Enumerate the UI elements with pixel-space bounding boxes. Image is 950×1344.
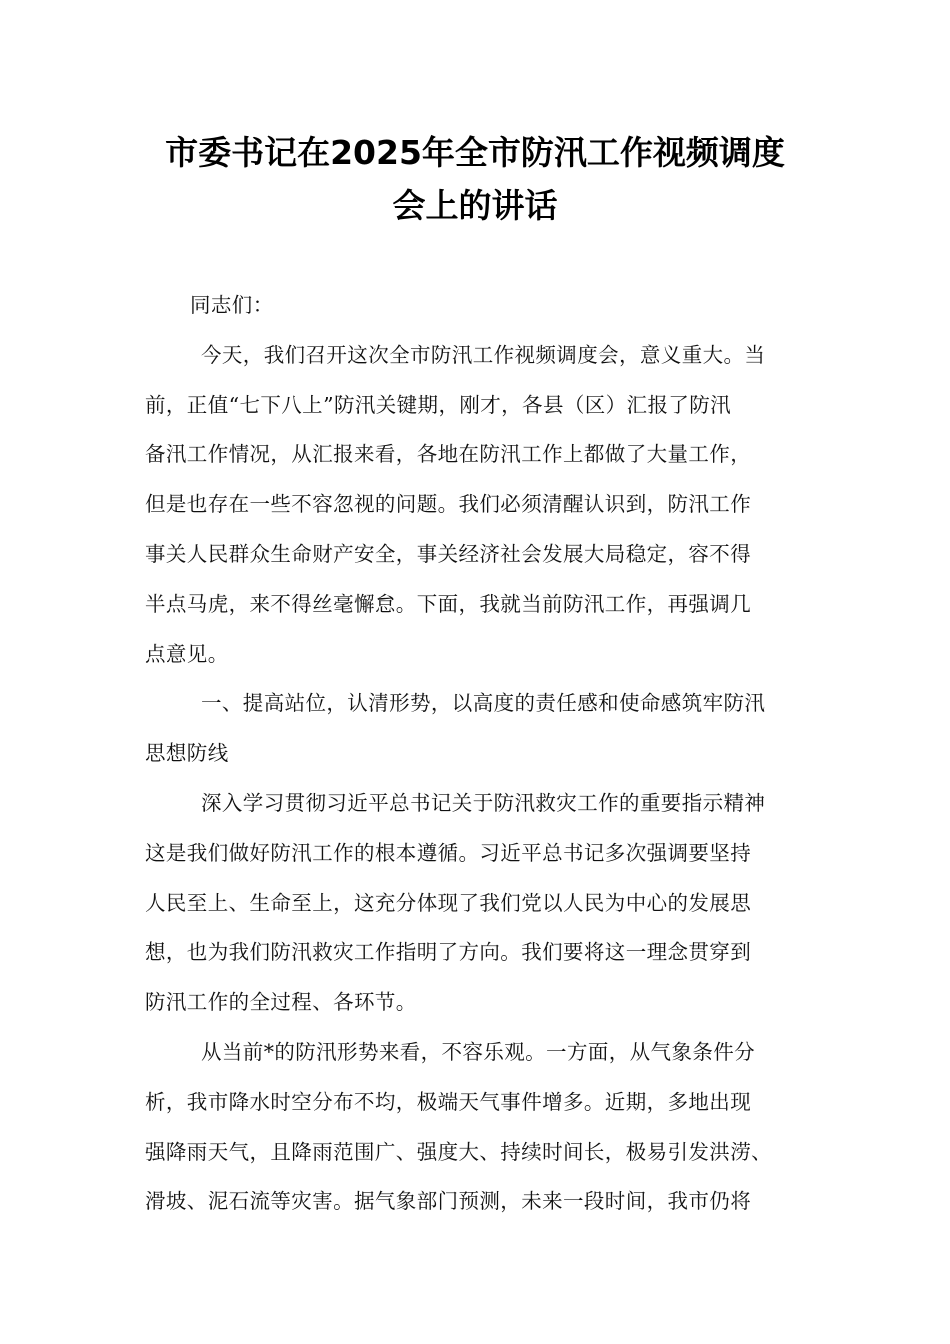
- paragraph-line: 这是我们做好防汛工作的根本遵循。习近平总书记多次强调要坚持: [145, 840, 752, 865]
- paragraph-line: 深入学习贯彻习近平总书记关于防汛救灾工作的重要指示精神: [201, 790, 766, 815]
- paragraph-line: 想，也为我们防汛救灾工作指明了方向。我们要将这一理念贯穿到: [145, 940, 752, 965]
- paragraph-line: 今天，我们召开这次全市防汛工作视频调度会，意义重大。当: [201, 342, 766, 367]
- paragraph-line: 滑坡、泥石流等灾害。据气象部门预测，未来一段时间，我市仍将: [145, 1189, 752, 1214]
- section-heading: 一、提高站位，认清形势，以高度的责任感和使命感筑牢防汛: [201, 691, 766, 716]
- document-title: [120, 126, 830, 232]
- paragraph-line: 析，我市降水时空分布不均，极端天气事件增多。近期，多地出现: [145, 1089, 752, 1114]
- salutation: 同志们：: [190, 293, 274, 317]
- paragraph-line: 强降雨天气，且降雨范围广、强度大、持续时间长，极易引发洪涝、: [145, 1139, 772, 1164]
- paragraph-line: 但是也存在一些不容忽视的问题。我们必须清醒认识到，防汛工作: [145, 492, 752, 517]
- paragraph-line: 备汛工作情况，从汇报来看，各地在防汛工作上都做了大量工作，: [145, 442, 752, 467]
- paragraph-line: 半点马虎，来不得丝毫懈怠。下面，我就当前防汛工作，再强调几: [145, 591, 752, 616]
- paragraph-line: 防汛工作的全过程、各环节。: [145, 990, 417, 1015]
- paragraph-line: 人民至上、生命至上，这充分体现了我们党以人民为中心的发展思: [145, 890, 752, 915]
- section-heading: 思想防线: [145, 741, 229, 766]
- title-line-1: 市委书记在2025年全市防汛工作视频调度: [165, 133, 785, 172]
- paragraph-line: 事关人民群众生命财产安全，事关经济社会发展大局稳定，容不得: [145, 541, 752, 566]
- paragraph-line: 从当前*的防汛形势来看，不容乐观。一方面，从气象条件分: [201, 1039, 756, 1064]
- paragraph-line: 点意见。: [145, 641, 229, 666]
- title-line-2: 会上的讲话: [392, 186, 558, 225]
- document-body: [145, 281, 815, 1227]
- paragraph-line: 前，正值“七下八上”防汛关键期，刚才，各县（区）汇报了防汛: [145, 392, 732, 417]
